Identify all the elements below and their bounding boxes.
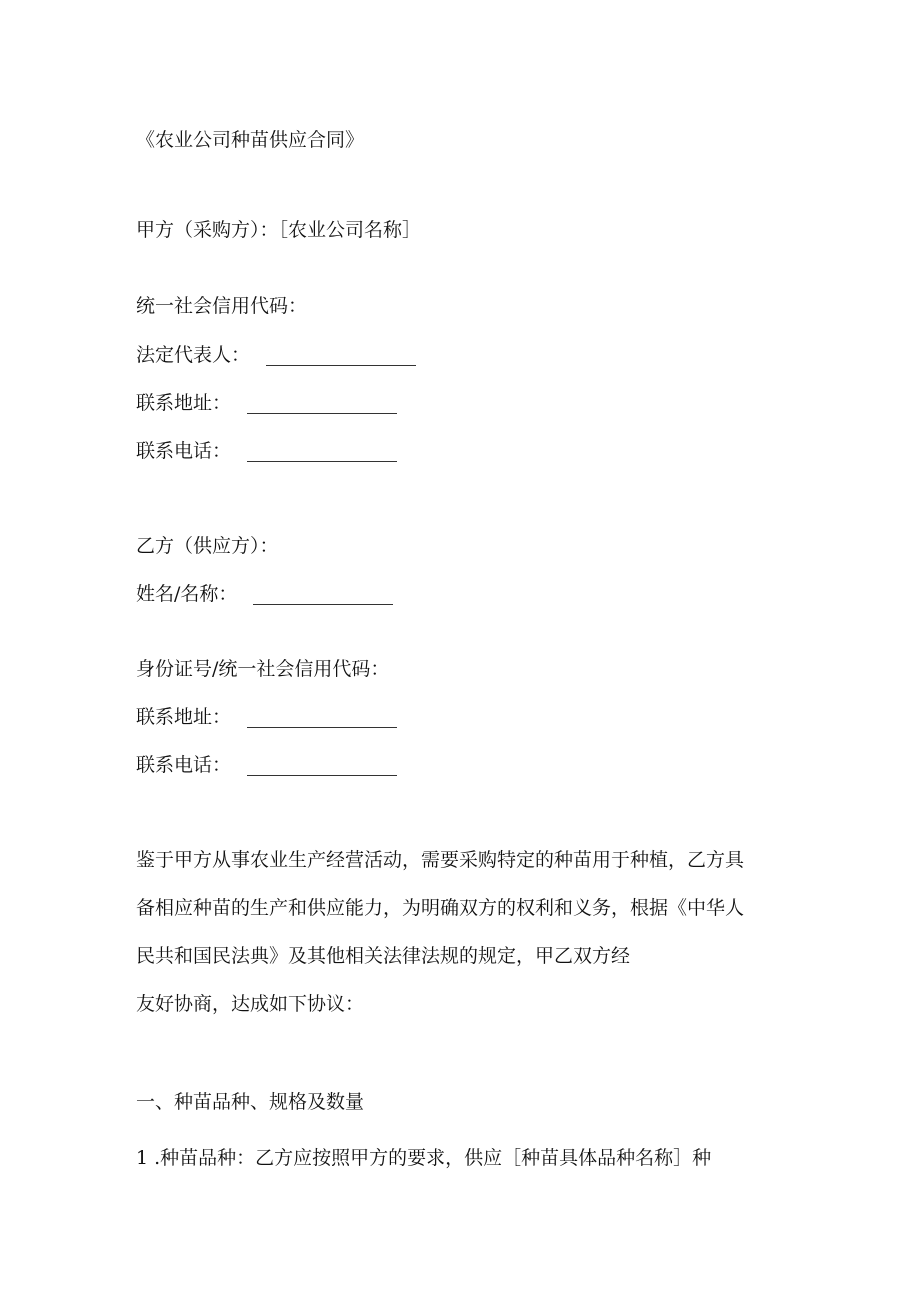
legal-rep-blank-field[interactable] <box>266 347 416 366</box>
preamble-line-4: 友好协商，达成如下协议： <box>136 993 365 1015</box>
party-a-address-row <box>136 391 397 415</box>
party-a-phone-blank-field[interactable] <box>247 443 397 462</box>
party-b-id-label: 身份证号/统一社会信用代码： <box>136 658 390 680</box>
preamble-line-2: 备相应种苗的生产和供应能力，为明确双方的权利和义务，根据《中华人 <box>136 897 745 919</box>
party-a-address-label: 联系地址： <box>136 392 232 414</box>
section-1-item-1: 1 .种苗品种：乙方应按照甲方的要求，供应［种苗具体品种名称］种 <box>136 1147 712 1169</box>
party-b-name-row <box>136 582 393 606</box>
party-b-phone-row <box>136 753 397 777</box>
section-1-heading: 一、种苗品种、规格及数量 <box>136 1091 365 1113</box>
party-a-legal-rep-label: 法定代表人： <box>136 344 251 366</box>
party-b-phone-label: 联系电话： <box>136 754 232 776</box>
party-b-name-blank-field[interactable] <box>253 586 393 605</box>
party-a-legal-rep-row <box>136 343 416 367</box>
party-a-credit-code-label: 统一社会信用代码： <box>136 295 308 317</box>
party-b-address-blank-field[interactable] <box>247 709 397 728</box>
party-b-phone-blank-field[interactable] <box>247 757 397 776</box>
party-a-heading: 甲方（采购方）：［农业公司名称］ <box>136 219 422 241</box>
preamble-line-1: 鉴于甲方从事农业生产经营活动，需要采购特定的种苗用于种植，乙方具 <box>136 849 745 871</box>
party-b-address-row <box>136 705 397 729</box>
party-b-name-label: 姓名/名称： <box>136 583 238 605</box>
party-a-phone-label: 联系电话： <box>136 440 232 462</box>
party-a-address-blank-field[interactable] <box>247 395 397 414</box>
party-b-address-label: 联系地址： <box>136 706 232 728</box>
preamble-line-3: 民共和国民法典》及其他相关法律法规的规定，甲乙双方经 <box>136 945 631 967</box>
party-a-phone-row <box>136 439 397 463</box>
document-title: 《农业公司种苗供应合同》 <box>136 129 365 151</box>
party-b-heading: 乙方（供应方）： <box>136 535 279 557</box>
